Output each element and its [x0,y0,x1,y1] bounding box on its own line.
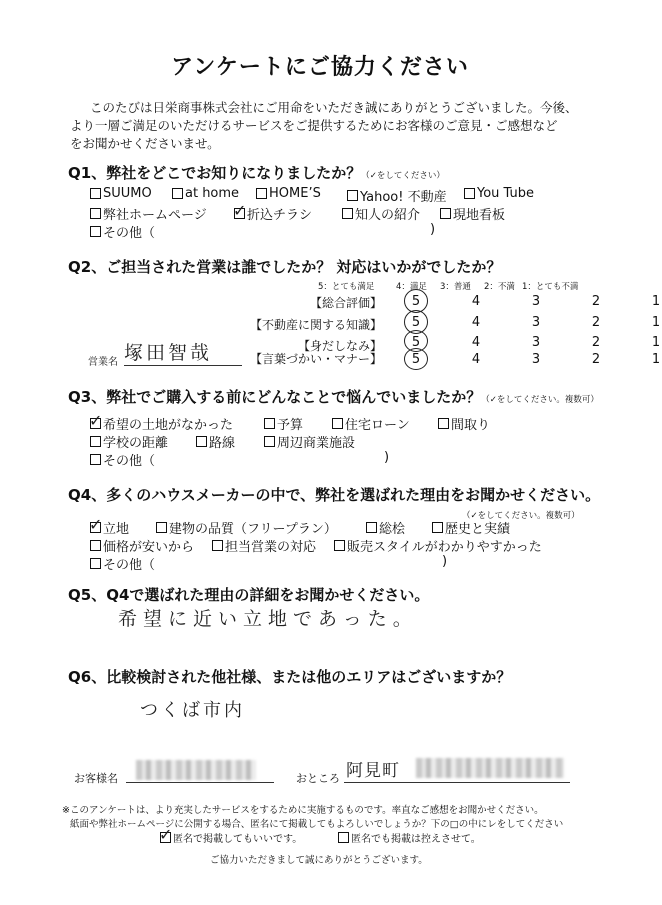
checkbox[interactable] [334,540,345,551]
q1-option-athome[interactable]: at home [172,186,239,201]
rating-3[interactable]: 3 [531,352,541,367]
rating-1[interactable]: 1 [651,294,661,309]
rating-3[interactable]: 3 [531,315,541,330]
intro-line-3: をお聞かせくださいませ。 [70,136,220,151]
q1-option-friend[interactable]: 知人の紹介 [342,204,420,223]
footer-note-2: 紙面や弊社ホームページに公開する場合、匿名にて掲載してもよろしいでしょうか？下の□の中にレをしてください [70,819,564,830]
q4-option-style[interactable]: 販売スタイルがわかりやすかった [334,536,542,555]
checkbox[interactable] [90,188,101,199]
q2-scale-3: 3：普通 [440,282,471,292]
q1-option-signboard[interactable]: 現地看板 [440,204,505,223]
circle-mark [404,348,428,370]
rating-2[interactable]: 2 [591,335,601,350]
rating-3[interactable]: 3 [531,335,541,350]
address-handwritten: 阿見町 [346,761,400,781]
q2-scale-4: 4：満足 [396,282,427,292]
checkbox[interactable] [256,188,267,199]
q4-option-history[interactable]: 歴史と実績 [432,518,510,537]
rating-1[interactable]: 1 [651,335,661,350]
address-field[interactable] [344,752,570,783]
customer-name-label: お客様名 [74,772,118,785]
consent-no[interactable]: 匿名でも掲載は控えさせて。 [338,830,481,845]
q3-option-floorplan[interactable]: 間取り [438,414,490,433]
rating-5-selected[interactable]: 5 [411,315,421,330]
q2-scale-2: 2：不満 [484,282,515,292]
checkbox-checked[interactable] [234,208,245,219]
q4-option-other[interactable]: その他（ [90,554,155,573]
rating-5-selected[interactable]: 5 [411,335,421,350]
rating-2[interactable]: 2 [591,294,601,309]
footer-note-1: ※このアンケートは、より充実したサービスをするために実施するものです。率直なご感想をお聞かせください。 [62,805,544,816]
q2-row-appearance[interactable] [410,335,662,350]
q2-row-manners[interactable] [410,352,662,367]
q2-row-overall[interactable] [410,294,662,309]
q4-hint: （✓をしてください。複数可） [462,511,580,521]
checkbox-checked[interactable] [90,522,101,533]
q4-option-staff[interactable]: 担当営業の対応 [212,536,316,555]
intro-line-1: このたびは日栄商事株式会社にご用命をいただき誠にありがとうございました。今後、 [90,100,578,115]
checkbox[interactable] [347,190,358,201]
checkbox-checked[interactable] [90,418,101,429]
q1-option-homepage[interactable]: 弊社ホームページ [90,204,207,223]
rating-4[interactable]: 4 [471,352,481,367]
intro-line-2: より一層ご満足のいただけるサービスをご提供するためにお客様のご意見・ご感想など [70,118,558,133]
checkbox[interactable] [90,558,101,569]
rating-5-selected[interactable]: 5 [411,352,421,367]
q1-label: Q1、弊社をどこでお知りになりましたか？（✓をしてください） [68,164,445,182]
checkbox[interactable] [212,540,223,551]
q4-option-hinoki[interactable]: 総桧 [366,518,405,537]
checkbox[interactable] [196,436,207,447]
checkbox-checked[interactable] [160,832,171,843]
q3-other-close: ) [384,450,390,465]
q1-option-suumo[interactable]: SUUMO [90,186,152,201]
q6-answer[interactable]: つくば市内 [140,700,245,721]
checkbox[interactable] [342,208,353,219]
rating-1[interactable]: 1 [651,315,661,330]
redacted-name [136,760,256,780]
q3-option-loan[interactable]: 住宅ローン [332,414,410,433]
staff-name[interactable]: 塚田智哉 [124,338,242,366]
rating-2[interactable]: 2 [591,315,601,330]
staff-label: 営業名 [88,357,118,368]
rating-4[interactable]: 4 [471,335,481,350]
q2-scale-5: 5：とても満足 [318,282,375,292]
rating-1[interactable]: 1 [651,352,661,367]
q1-other-close: ) [430,222,436,237]
checkbox[interactable] [366,522,377,533]
rating-2[interactable]: 2 [591,352,601,367]
q4-option-price[interactable]: 価格が安いから [90,536,194,555]
q4-label: Q4、多くのハウスメーカーの中で、弊社を選ばれた理由をお聞かせください。 [68,486,601,504]
q2-item-overall: 【総合評価】 [309,296,382,310]
q2-label: Q2、ご担当された営業は誰でしたか？ 対応はいかがでしたか？ [68,258,502,276]
q3-option-no-land[interactable]: ✓ 希望の土地がなかった [90,414,233,433]
q3-label: Q3、弊社でご購入する前にどんなことで悩んでいましたか？（✓をしてください。複数可） [68,388,599,406]
checkbox[interactable] [332,418,343,429]
checkbox[interactable] [90,226,101,237]
q4-option-location[interactable]: ✓ 立地 [90,518,129,537]
checkbox[interactable] [90,540,101,551]
rating-4[interactable]: 4 [471,315,481,330]
footer-thanks: ご協力いただきまして誠にありがとうございます。 [210,855,428,866]
q6-label: Q6、比較検討された他社様、または他のエリアはございますか？ [68,668,512,686]
customer-name-field[interactable] [126,757,274,783]
q2-item-manners: 【言葉づかい・マナー】 [249,352,382,366]
q3-option-school[interactable]: 学校の距離 [90,432,168,451]
q4-other-close: ) [442,554,448,569]
address-label: おところ [296,772,340,785]
checkbox[interactable] [264,436,275,447]
checkbox[interactable] [438,418,449,429]
q2-item-knowledge: 【不動産に関する知識】 [249,318,382,332]
checkbox[interactable] [464,188,475,199]
q5-answer[interactable]: 希望に近い立地であった。 [118,608,418,630]
checkbox[interactable] [172,188,183,199]
checkbox[interactable] [432,522,443,533]
q3-option-commercial[interactable]: 周辺商業施設 [264,432,355,451]
rating-3[interactable]: 3 [531,294,541,309]
rating-4[interactable]: 4 [471,294,481,309]
q3-option-budget[interactable]: 予算 [264,414,303,433]
q5-label: Q5、Q4で選ばれた理由の詳細をお聞かせください。 [68,586,430,604]
checkbox[interactable] [90,208,101,219]
q1-option-other[interactable]: その他（ [90,222,155,241]
checkbox[interactable] [440,208,451,219]
q1-option-homes[interactable]: HOME’S [256,186,321,201]
checkbox[interactable] [90,436,101,447]
checkbox[interactable] [156,522,167,533]
checkbox[interactable] [264,418,275,429]
redacted-address [416,758,564,778]
q3-option-other[interactable]: その他（ [90,450,155,469]
rating-5-selected[interactable]: 5 [411,294,421,309]
q3-option-route[interactable]: 路線 [196,432,235,451]
q2-row-knowledge[interactable] [410,315,662,330]
page-title: アンケートにご協力ください [171,55,469,80]
q4-option-quality[interactable]: 建物の品質（フリープラン） [156,518,337,537]
checkbox[interactable] [338,832,349,843]
q1-option-youtube[interactable]: You Tube [464,186,534,201]
q2-item-appearance: 【身だしなみ】 [297,339,382,353]
q1-option-flyer[interactable]: ✓ 折込チラシ [234,204,312,223]
q2-scale-1: 1：とても不満 [522,282,579,292]
checkbox[interactable] [90,454,101,465]
q1-option-yahoo[interactable]: Yahoo! 不動産 [347,186,447,205]
consent-yes[interactable]: ✓ 匿名で掲載してもいいです。 [160,830,302,845]
